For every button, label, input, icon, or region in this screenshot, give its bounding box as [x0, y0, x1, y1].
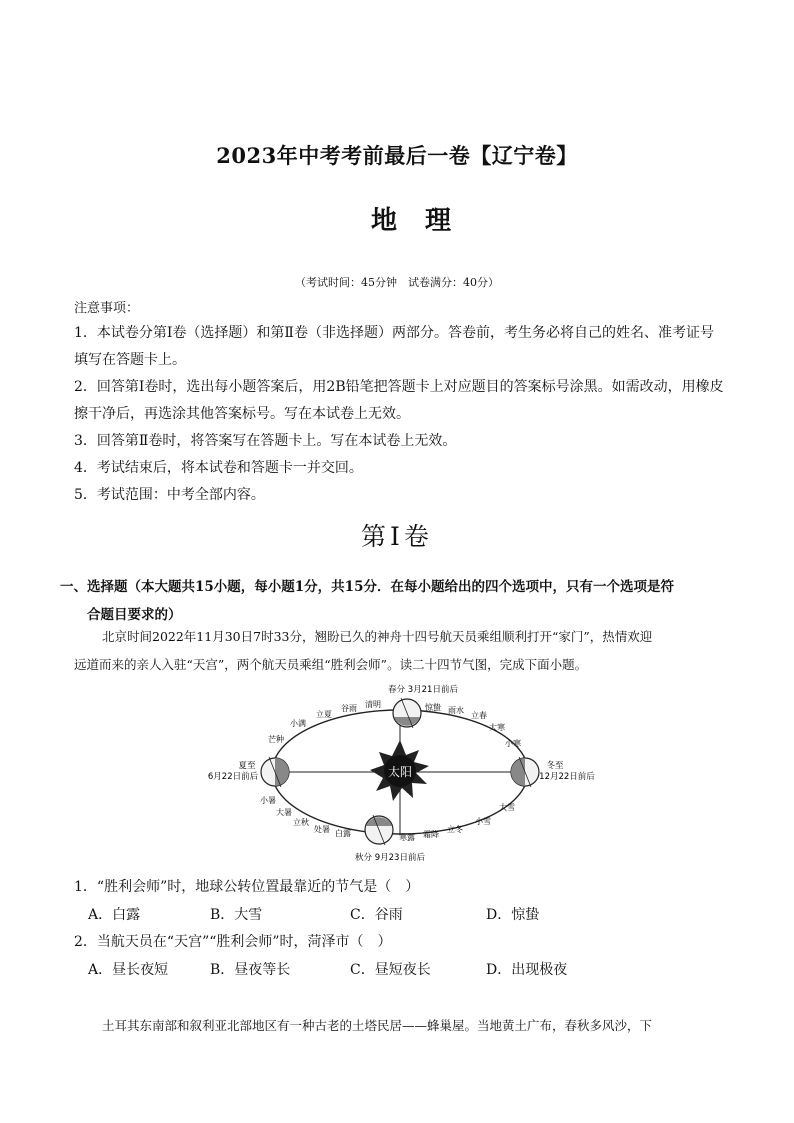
subject-title: 地理 — [370, 206, 479, 236]
term-label: 白露 — [335, 829, 351, 838]
passage-line: 北京时间2022年11月30日7时33分，翘盼已久的神舟十四号航天员乘组顺利打开“家门”，热情欢迎 — [102, 629, 653, 644]
term-label: 处暑 — [314, 825, 330, 834]
earth-summer-icon — [261, 757, 289, 787]
note-item: 5．考试范围：中考全部内容。 — [74, 487, 265, 503]
note-item: 1．本试卷分第Ⅰ卷（选择题）和第Ⅱ卷（非选择题）两部分。答卷前，考生务必将自己的姓名、准考证号填写在答题卡上。 — [74, 325, 714, 368]
option-b: B．大雪 — [210, 907, 263, 923]
label-autumn-equinox: 秋分 9月23日前后 — [355, 853, 425, 863]
term-label: 谷雨 — [341, 704, 357, 713]
sun-label: 太阳 — [387, 765, 413, 779]
term-label: 小雪 — [475, 817, 491, 826]
term-label: 寒露 — [399, 833, 415, 842]
label-spring-equinox: 春分 3月21日前后 — [388, 685, 458, 695]
note-item: 4．考试结束后，将本试卷和答题卡一并交回。 — [74, 460, 363, 476]
term-label: 清明 — [365, 700, 381, 709]
question-2-options — [88, 959, 606, 979]
question-1-stem: 1．“胜利会师”时，地球公转位置最靠近的节气是（ ） — [74, 879, 420, 895]
section-heading-line: 合题目要求的） — [87, 607, 182, 623]
option-d: D．惊蛰 — [486, 907, 540, 923]
option-a: A．昼长夜短 — [88, 962, 169, 978]
option-a: A．白露 — [88, 907, 141, 923]
term-label: 立秋 — [293, 818, 309, 827]
earth-autumn-icon — [365, 815, 393, 845]
earth-winter-icon — [511, 757, 539, 787]
exam-info: （考试时间：45分钟 试卷满分：40分） — [295, 276, 499, 289]
page-title: 2023年中考考前最后一卷【辽宁卷】 — [216, 143, 578, 168]
notes-block — [74, 298, 724, 509]
term-label: 惊蛰 — [425, 703, 441, 712]
label-winter-solstice-date: 12月22日前后 — [539, 772, 595, 782]
note-item: 3．回答第Ⅱ卷时，将答案写在答题卡上。写在本试卷上无效。 — [74, 433, 457, 449]
earth-spring-icon — [393, 698, 421, 728]
term-label: 立夏 — [316, 710, 332, 719]
term-label: 霜降 — [423, 830, 439, 839]
passage-line: 远道而来的亲人入驻“天宫”，两个航天员乘组“胜利会师”。读二十四节气图，完成下面小题。 — [74, 657, 588, 672]
note-item: 2．回答第Ⅰ卷时，选出每小题答案后，用2B铅笔把答题卡上对应题目的答案标号涂黑。如需改动，用橡皮擦干净后，再选涂其他答案标号。写在本试卷上无效。 — [74, 379, 724, 422]
volume-title: 第Ⅰ卷 — [361, 522, 433, 551]
option-d: D．出现极夜 — [486, 962, 568, 978]
question-2-stem: 2．当航天员在“天宫”“胜利会师”时，菏泽市（ ） — [74, 934, 392, 950]
label-summer-solstice: 夏至 — [238, 761, 256, 771]
term-label: 芒种 — [268, 735, 284, 744]
passage-2 — [74, 1012, 724, 1040]
option-c: C．昼短夜长 — [350, 962, 431, 978]
solar-terms-diagram — [195, 680, 615, 870]
label-summer-solstice-date: 6月22日前后 — [207, 772, 259, 782]
term-label: 立冬 — [447, 825, 463, 834]
notes-heading: 注意事项： — [74, 301, 140, 316]
term-label: 大雪 — [499, 803, 515, 812]
section-heading — [60, 573, 730, 629]
term-label: 大寒 — [489, 723, 505, 732]
section-heading-line: 一、选择题（本大题共15小题，每小题1分，共15分．在每小题给出的四个选项中，只有一个选项是符 — [60, 579, 674, 595]
passage-1 — [74, 623, 724, 679]
term-label: 小满 — [290, 719, 306, 728]
term-label: 小暑 — [260, 796, 276, 805]
term-label: 雨水 — [448, 706, 464, 715]
passage-line: 土耳其东南部和叙利亚北部地区有一种古老的土塔民居——蜂巢屋。当地黄土广布，春秋多风沙，下 — [102, 1018, 653, 1033]
option-b: B．昼夜等长 — [210, 962, 291, 978]
term-label: 大暑 — [276, 808, 292, 817]
question-1-options — [88, 904, 606, 924]
term-label: 立春 — [471, 711, 487, 720]
label-winter-solstice: 冬至 — [546, 761, 564, 771]
option-c: C．谷雨 — [350, 907, 403, 923]
term-label: 小寒 — [505, 739, 521, 748]
